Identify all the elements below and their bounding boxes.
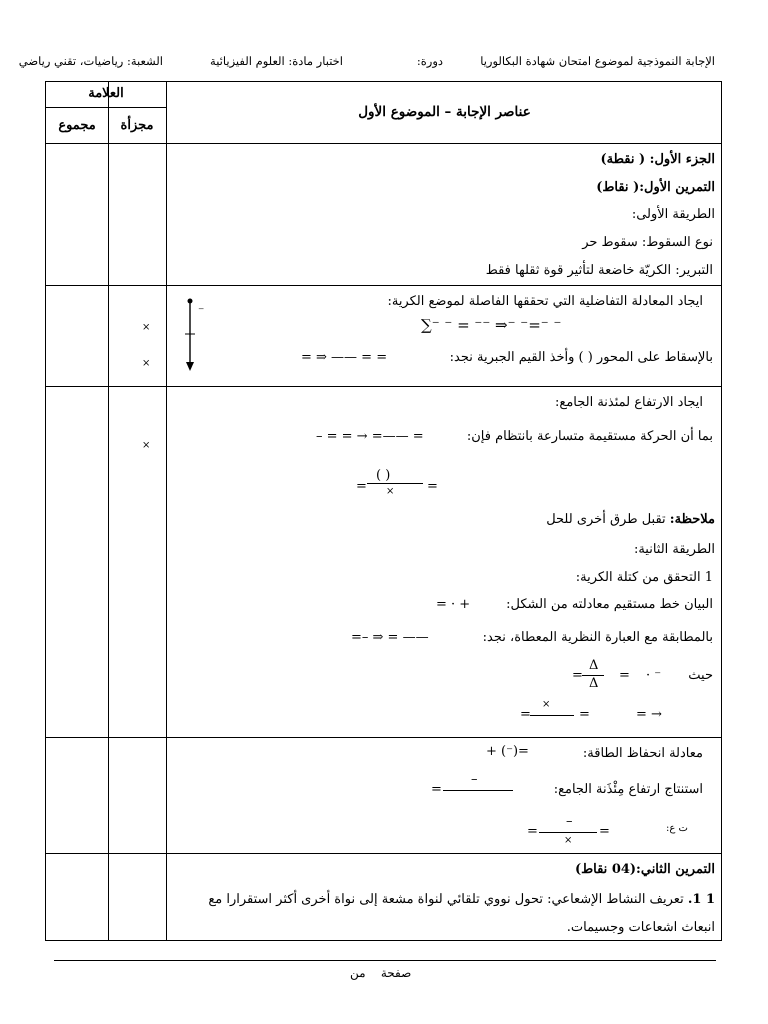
row-divider (46, 737, 721, 738)
energy-conservation-text: معادلة انحفاظ الطاقة: (582, 746, 703, 761)
weight-vector-label: ⁻ (198, 304, 205, 318)
height-frac-eq-left: = (356, 479, 367, 494)
graph-equation: = · + (436, 597, 471, 612)
radioactivity-definition (208, 892, 715, 907)
note-text: تقبل طرق أخرى للحل (546, 512, 670, 527)
projection-equation: = ⇒ —— = = (301, 350, 388, 365)
elements-header: عناصر الإجابة – الموضوع الأول (358, 104, 531, 120)
deduce-height-text: استنتاج ارتفاع مِئْذَنة الجامع: (553, 782, 703, 797)
row-divider (46, 386, 721, 387)
numeric-eq-left: = (527, 824, 538, 839)
delta-eq-right: = (619, 668, 630, 683)
verify-mass-title: 1 التحقق من كتلة الكرية: (575, 570, 713, 585)
footer-page-label: صفحة (380, 966, 412, 980)
height-frac-bar (367, 483, 423, 484)
header-subject: اختبار مادة: العلوم الفيزيائية (210, 54, 343, 68)
graph-text: البيان خط مستقيم معادلته من الشكل: (506, 597, 713, 612)
diff-eq-text: ايجاد المعادلة التفاضلية التي تحققها الفاصلة لموضع الكرية: (387, 294, 703, 309)
numeric-denominator: × (564, 835, 573, 846)
footer-divider (54, 960, 716, 961)
last-equation-right: = → (636, 707, 662, 722)
row-divider (46, 853, 721, 854)
method1-title: الطريقة الأولى: (631, 207, 715, 222)
deduce-frac-bar (443, 790, 513, 791)
definition-number: 1 1. (687, 892, 715, 907)
total-header: مجموع (58, 118, 96, 133)
footer-page (350, 966, 411, 980)
header-model-answer: الإجابة النموذجية لموضوع امتحان شهادة البكالوريا (480, 54, 715, 68)
col-divider-2 (166, 82, 167, 940)
height-frac-denominator: × (386, 486, 395, 497)
row-divider (46, 143, 721, 144)
numeric-numerator: – (566, 814, 573, 829)
last-frac-bar (530, 715, 574, 716)
energy-equation: + (⁻)= (486, 744, 529, 759)
motion-text: بما أن الحركة مستقيمة متسارعة بانتظام فإن: (466, 429, 713, 444)
last-eq-left: = (520, 707, 531, 722)
page-header (18, 54, 715, 72)
exercise2-title: التمرين الثاني:(04 نقاط) (574, 862, 715, 877)
mark-r2-1: × (142, 322, 151, 333)
col-divider-1 (108, 82, 109, 940)
last-eq-mid: = (579, 707, 590, 722)
note-label: ملاحظة: (669, 512, 715, 527)
numeric-app-label: ت ع: (666, 823, 688, 834)
row-divider (46, 285, 721, 286)
answer-table (45, 81, 722, 941)
mark-r2-2: × (142, 358, 151, 369)
fall-type: نوع السقوط: سقوط حر (582, 235, 713, 250)
delta-numerator: Δ (589, 658, 599, 673)
definition-text: تعريف النشاط الإشعاعي: تحول نووي تلقائي لنواة مشعة إلى نواة أخرى أكثر استقرارا مع (208, 892, 688, 907)
note (546, 512, 715, 527)
method2-title: الطريقة الثانية: (633, 542, 715, 557)
last-frac-numerator: × (542, 699, 551, 710)
axis-arrow-head (186, 362, 194, 371)
where-text: حيث (688, 668, 713, 683)
delta-eq-left: = (572, 668, 583, 683)
match-equation: =– ⇒ = —— (351, 630, 429, 645)
height-frac-numerator: ( ) (376, 468, 391, 483)
height-frac-eq-right: = (427, 479, 438, 494)
mark-r3: × (142, 440, 151, 451)
numeric-frac-bar (539, 832, 597, 833)
partial-header: مجزأة (120, 118, 154, 133)
footer-of-label: من (350, 966, 366, 980)
height-title: ايجاد الارتفاع لمئذنة الجامع: (555, 395, 703, 410)
newton-sum-equation: ∑⁻ ⁻ = ⁻⁻ ⇒⁻ ⁻=⁻ ⁻ (421, 316, 562, 334)
mark-header-divider (46, 107, 166, 108)
exercise1-title: التمرين الأول:( نقاط) (596, 180, 715, 195)
motion-equation: – = = → =—— = (316, 429, 424, 444)
definition-text-cont: انبعاث اشعاعات وجسيمات. (566, 920, 715, 935)
match-text: بالمطابقة مع العبارة النظرية المعطاة، نجد: (482, 630, 713, 645)
deduce-numerator: – (471, 772, 478, 787)
mark-header: العلامة (88, 86, 124, 101)
header-branch: الشعبة: رياضيات، تقني رياضي (18, 54, 163, 68)
numeric-eq-right: = (599, 824, 610, 839)
projection-text: بالإسقاط على المحور ( ) وأخذ القيم الجبرية نجد: (449, 350, 713, 365)
part1-title: الجزء الأول: ( نقطة) (600, 152, 715, 167)
header-session: دورة: (416, 54, 443, 68)
delta-denominator: Δ (589, 676, 599, 691)
where-equation: · ⁻ (646, 668, 662, 683)
deduce-eq: = (431, 782, 442, 797)
fall-justification: التبرير: الكريّة خاضعة لتأثير قوة ثقلها فقط (485, 263, 713, 278)
